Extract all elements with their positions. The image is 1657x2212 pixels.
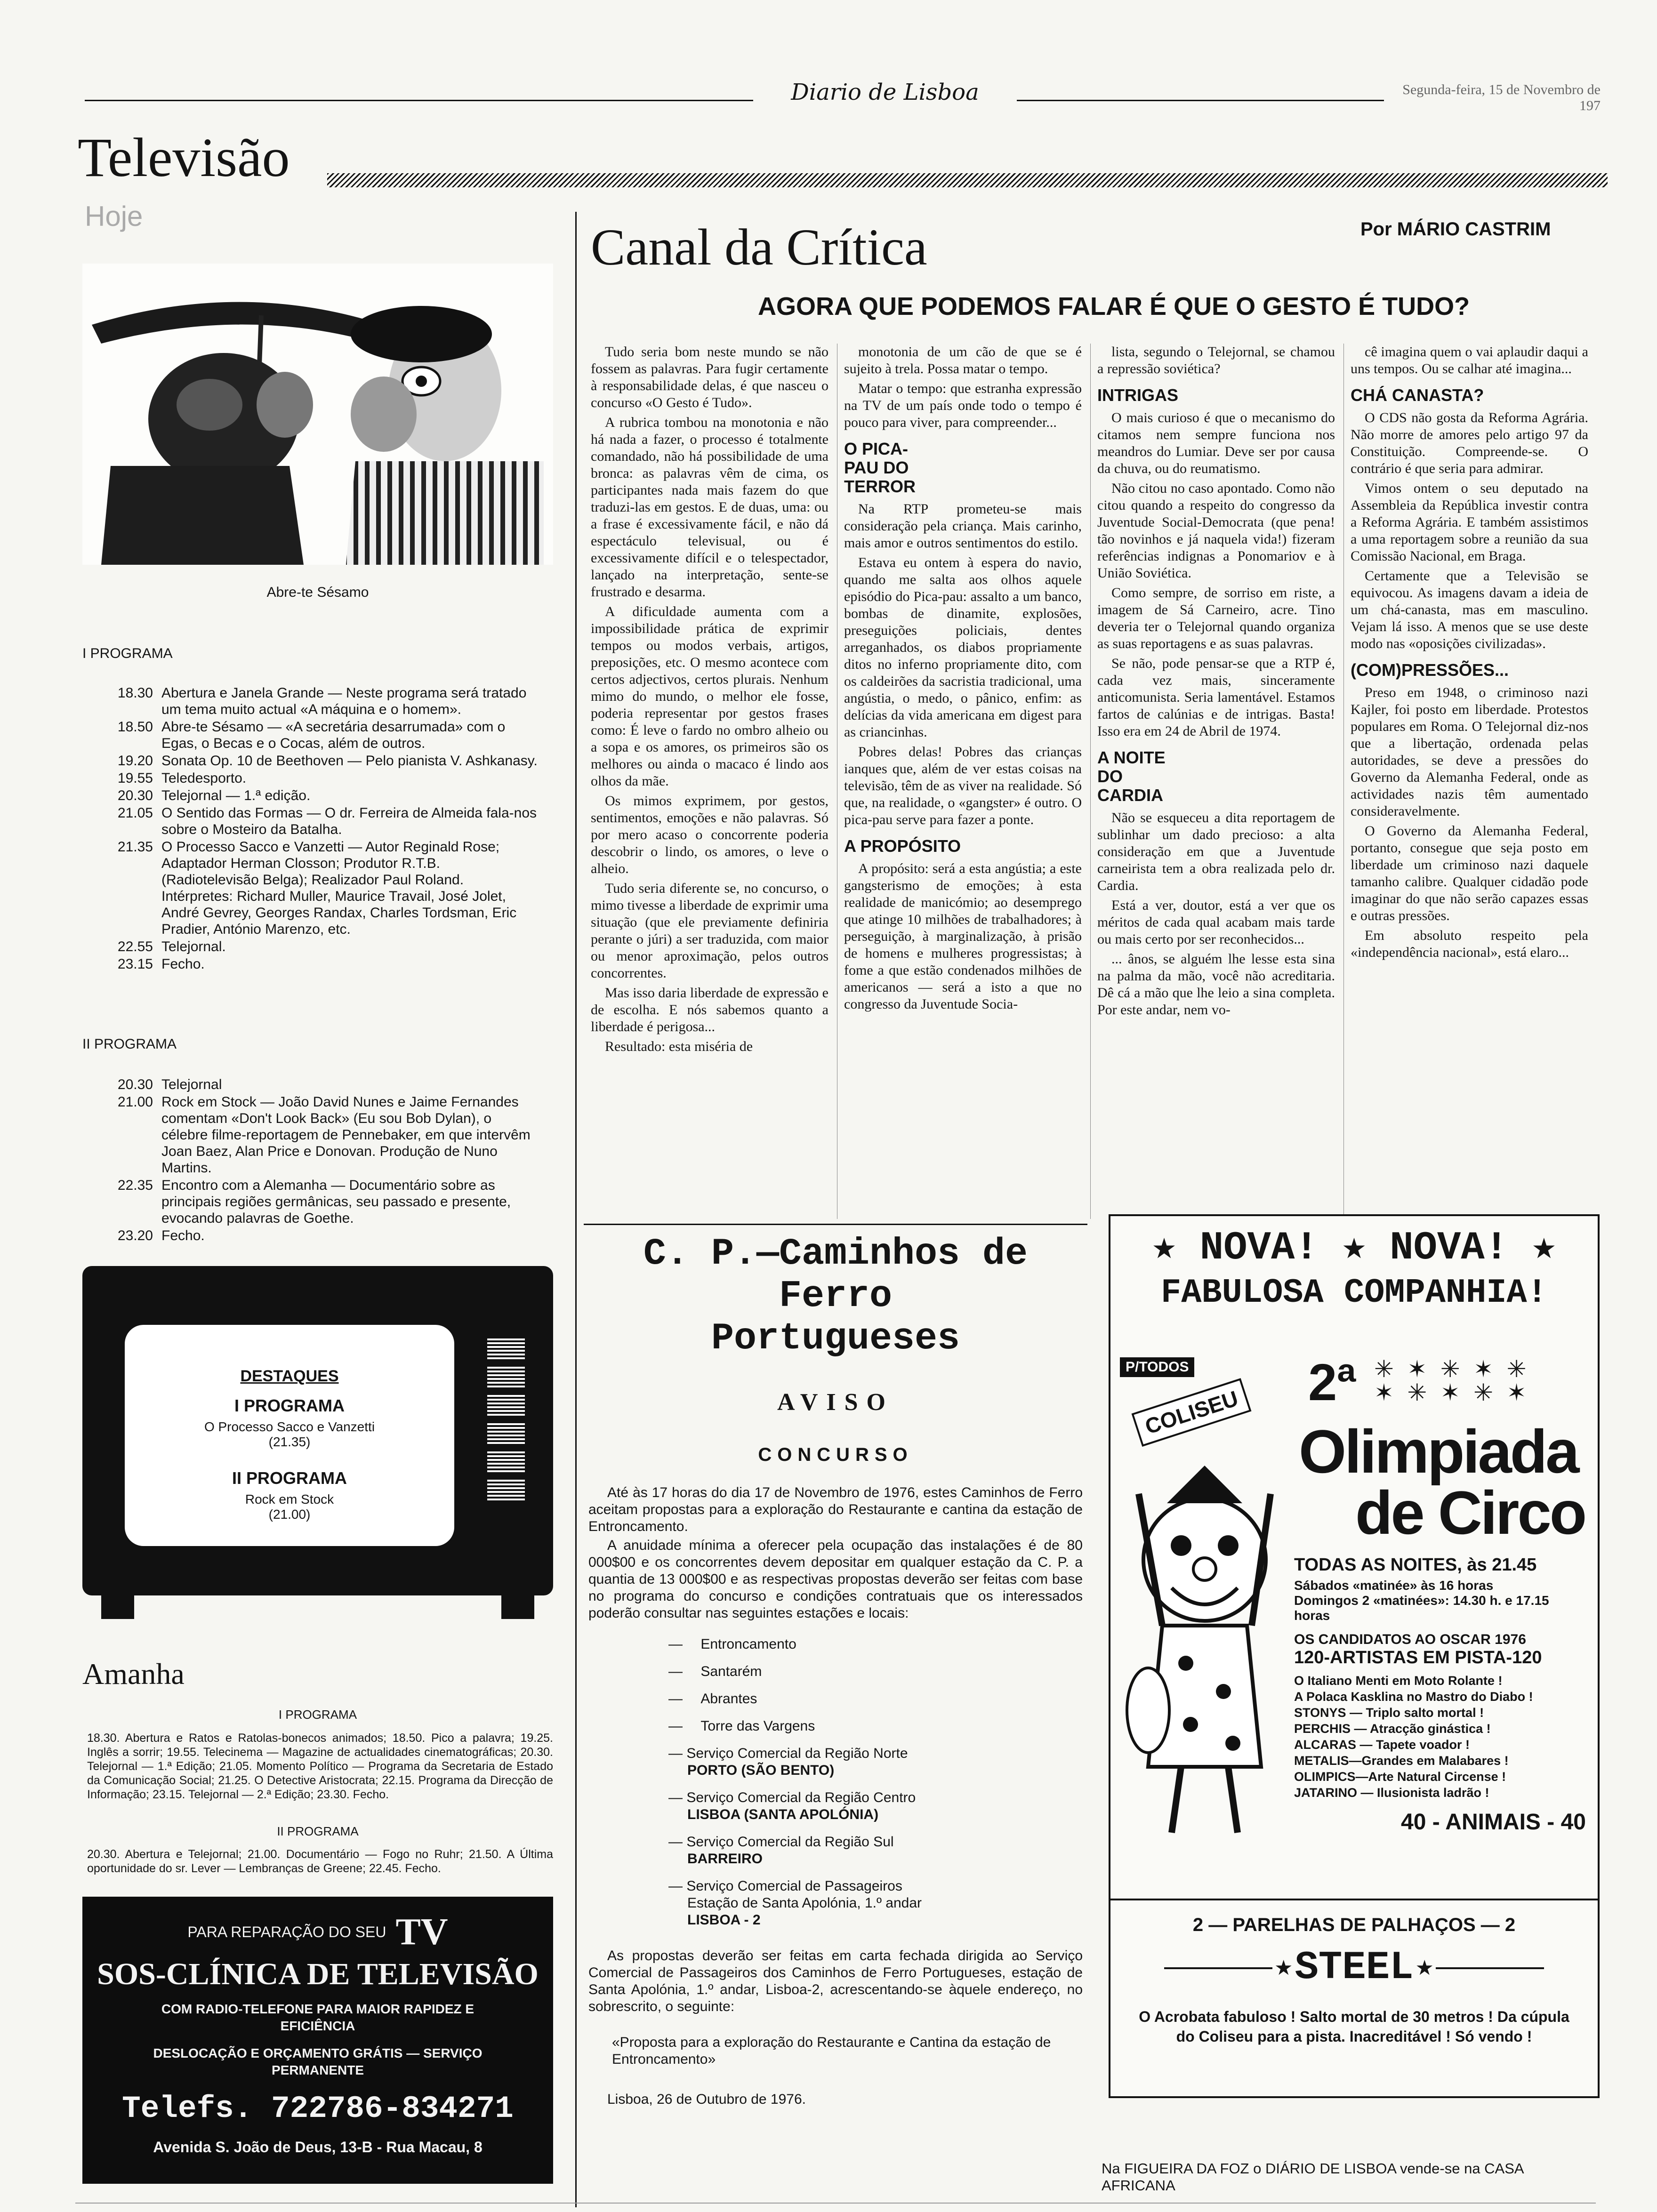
description: Fecho. [161, 1228, 205, 1243]
paragraph: Pobres delas! Pobres das crianças ianques que, além de ver estas coisas na televisão, têm de as viver na realidade. Só que, na realidade, o «gangster» é outro. O pica-pau serve para fazer a ponte. [844, 744, 1082, 827]
sos-phones: Telefs. 722786-834271 [122, 2091, 514, 2126]
cp-stations [668, 1636, 1083, 1735]
circo-animais: 40 - ANIMAIS - 40 [1401, 1810, 1586, 1835]
prog2-row [87, 1094, 539, 1176]
critica-col2-heading-1: O PICA-PAU DO TERROR [844, 439, 916, 496]
cp-station-name: Entroncamento [700, 1636, 796, 1652]
time: 22.55 [117, 939, 153, 954]
star-icon: ★ [1152, 1226, 1176, 1271]
time: 20.30 [117, 788, 153, 803]
paragraph: Se não, pode pensar-se que a RTP é, cada vez mais, sinceramente anticomunista. Seria lamentável. Estamos fartos de calúnias e de intrigas. Basta! Isso era em 24 de Abril de 1974. [1097, 656, 1335, 739]
cp-service [668, 1878, 1083, 1929]
cp-date: Lisboa, 26 de Outubro de 1976. [607, 2092, 806, 2107]
amanha-p2-title: II PROGRAMA [277, 1824, 359, 1838]
paragraph: Não citou no caso apontado. Como não citou quando a respeito do congresso da Juventude Social-Democrata (que pena! tão novinhos e já naquela vida!) fizeram referências indignas a Ponomariov e à União Soviética. [1097, 481, 1335, 581]
critica-title: Canal da Crítica [591, 218, 927, 276]
cp-p1: Até às 17 horas do dia 17 de Novembro de 1976, estes Caminhos de Ferro aceitam propostas para a exploração do Restaurante e cantina da estação de Entroncamento. [588, 1485, 1083, 1534]
sos-ad [82, 1897, 553, 2184]
circo-act: OLIMPICS—Arte Natural Circense ! [1294, 1770, 1506, 1784]
cp-service-location: LISBOA (SANTA APOLÓNIA) [687, 1807, 879, 1822]
destaques-p2-title: II PROGRAMA [232, 1468, 347, 1488]
paragraph: O CDS não gosta da Reforma Agrária. Não morre de amores pelo artigo 97 da Constituição. Compreende-se. O contrário é que seria para admirar. [1351, 410, 1588, 476]
prog1-list [87, 685, 539, 973]
stars-decoration: ✳ ✶ ✳ ✶ ✳ ✶ ✳ ✶ ✳ ✶ [1374, 1356, 1530, 1406]
circo-schedule [1294, 1555, 1586, 1835]
cp-p2: A anuidade mínima a oferecer pela ocupação das instalações é de 80 000$00 e os concorrentes devem depositar em qualquer estação da C. P. a quantia de 13 000$00 e as respectivas propostas deverão ser feitas com base no programa do concurso e condições contratuais que os interessados poderão consultar nas seguintes estações e locais: [588, 1538, 1083, 1621]
paragraph: Preso em 1948, o criminoso nazi Kajler, foi posto em liberdade. Protestos populares em Roma. O Telejornal diz-nos que a libertação, ordenada pelas autoridades, se deve a pressões do Governo da Alemanha Federal, onde as actividades nazis têm aumentado consideravelmente. [1351, 685, 1588, 819]
critica-bottom-rule [584, 1224, 1087, 1225]
cp-service-location: LISBOA - 2 [687, 1912, 761, 1928]
circo-steel: STEEL [1295, 1946, 1414, 1990]
circo-ptodos: P/TODOS [1120, 1357, 1194, 1377]
paragraph: Em absoluto respeito pela «independência nacional», está elaro... [1351, 928, 1588, 960]
cp-services [668, 1745, 1083, 1929]
circo-coliseu-sign: COLISEU [1132, 1378, 1252, 1447]
prog2-list [87, 1076, 539, 1245]
critica-byline: Por MÁRIO CASTRIM [1360, 219, 1551, 240]
cp-station: — Entroncamento [668, 1636, 796, 1652]
masthead [85, 75, 1601, 113]
time: 18.50 [117, 719, 153, 735]
paragraph: Estava eu ontem à espera do navio, quando me salta aos olhos aquele episódio do Pica-pau: assalto a um banco, bombas de dinamite, explosões, preseguições policiais, dentes arreganhados, os diabos propriamente ditos no inferno propriamente dito, com os caldeirões da sacristia tradicional, uma angústia, o medo, o pânico, enfim: as delícias da vida americana em digest para as criancinhas. [844, 555, 1082, 740]
time: 19.55 [117, 770, 153, 786]
description: Teledesporto. [161, 770, 247, 786]
amanha-p2: 20.30. Abertura e Telejornal; 21.00. Documentário — Fogo no Ruhr; 21.50. A Última oportunidade do sr. Lever — Lembranças de Greene; 22.45. Fecho. [87, 1848, 553, 1875]
critica-col-rule-2 [1090, 344, 1091, 1219]
amanha-p1: 18.30. Abertura e Ratos e Ratolas-bonecos animados; 18.50. Pico a palavra; 19.25. Inglês a sorrir; 19.55. Telecinema — Magazine de actualidades cinematográficas; 20.30. Telejornal — 1.ª Edição; 21.05. Momento Político — Programa da Secretaria de Estado da Comunicação Social; 21.25. O Detective Aristocrata; 22.15. Programa da Direcção de Informação; 23.15. Telejornal — 2.ª Edição; 23.30. Fecho. [87, 1731, 553, 1801]
left-column-rule [575, 212, 577, 2207]
paragraph: cê imagina quem o vai aplaudir daqui a uns tempos. Ou se calhar até imagina... [1351, 344, 1588, 377]
prog1-row [87, 753, 539, 769]
prog2-title: II PROGRAMA [82, 1036, 177, 1052]
critica-col4 [1351, 344, 1588, 964]
description: Telejornal. [161, 939, 226, 954]
cp-p3: As propostas deverão ser feitas em carta fechada dirigida ao Serviço Comercial de Passageiros dos Caminhos de Ferro Portugueses, estação de Santa Apolónia, 1.º andar, Lisboa-2, acrescentando-se àquele endereço, no sobrescrito, o seguinte: [588, 1948, 1083, 2014]
cp-station-name: Santarém [700, 1664, 762, 1679]
prog1-row [87, 787, 539, 804]
paragraph: Na RTP prometeu-se mais consideração pela criança. Mais carinho, mais amor e outros sentimentos do estilo. [844, 501, 1082, 551]
description: Rock em Stock — João David Nunes e Jaime Fernandes comentam «Don't Look Back» (Eu sou Bob Dylan), o célebre filme-reportagem de Pennebaker, em que intervêm Joan Baez, Alan Price e Donovan. Produção de Nuno Martins. [161, 1094, 531, 1176]
cp-station: — Torre das Vargens [668, 1718, 815, 1734]
description: O Sentido das Formas — O dr. Ferreira de Almeida fala-nos sobre o Mosteiro da Batalha. [161, 805, 537, 837]
circo-de-circo: de Circo [1355, 1478, 1585, 1547]
cp-service-address: Estação de Santa Apolónia, 1.º andar [687, 1895, 922, 1911]
circo-act: METALIS—Grandes em Malabares ! [1294, 1754, 1509, 1768]
critica-col3-heading-2: A NOITE DO CARDIA [1097, 748, 1166, 805]
tv-controls [487, 1337, 525, 1544]
paragraph: Certamente que a Televisão se equivocou. As imagens davam a ideia de um chá-canasta, mas em masculino. Vejam lá isso. A menos que se use deste modo nas «oposições civilizadas». [1351, 568, 1588, 651]
title-hatch-band [327, 173, 1608, 187]
cp-service-name: — Serviço Comercial da Região Norte [668, 1746, 908, 1761]
prog1-row [87, 956, 539, 972]
circo-ad [1109, 1214, 1600, 2098]
prog1-row [87, 805, 539, 838]
cp-aviso: AVISO [777, 1389, 894, 1416]
cp-ad [588, 1233, 1083, 2108]
critica-col2 [844, 344, 1082, 1016]
circo-nova-1: NOVA! [1199, 1226, 1319, 1271]
critica-col1 [591, 344, 828, 1058]
description: Fecho. [161, 956, 205, 972]
circo-steel-line [1110, 1946, 1598, 1990]
time: 18.30 [117, 685, 153, 701]
paragraph: Está a ver, doutor, está a ver que os méritos de cada qual acabam mais tarde ou mais certo por ser reconhecidos... [1097, 898, 1335, 947]
paragraph: Os mimos exprimem, por gestos, sentimentos, emoções e não palavras. Só por mero acaso o concorrente poderia descobrir o lindo, os amores, o leve o alheio. [591, 793, 828, 876]
description: Telejornal — 1.ª edição. [161, 788, 311, 803]
time: 21.05 [117, 805, 153, 821]
paragraph: A propósito: será a esta angústia; a este gangsterismo de emoções; à esta realidade de manicómio; ao desemprego que atinge 10 milhões de trabalhadores; à perseguição, à marginalização, à prisão de homens e mulheres progressistas; à fome a que estão condenados milhões de americanos — será a isto a que no congresso da Juventude Socia- [844, 861, 1082, 1012]
description: Sonata Op. 10 de Beethoven — Pelo pianista V. Ashkanasy. [161, 753, 538, 769]
cp-service-name: — Serviço Comercial de Passageiros [668, 1878, 902, 1894]
description: Telejornal [161, 1077, 222, 1092]
star-icon: ★ [1415, 1956, 1434, 1980]
destaques-p2-show: Rock em Stock [245, 1492, 334, 1507]
circo-acrobata: O Acrobata fabuloso ! Salto mortal de 30 metros ! Da cúpula do Coliseu para a pista. Inacreditável ! Só vendo ! [1139, 2008, 1569, 2045]
figueira-notice: Na FIGUEIRA DA FOZ o DIÁRIO DE LISBOA vende-se na CASA AFRICANA [1102, 2160, 1523, 2194]
destaques-box [125, 1367, 454, 1522]
section-subtitle: Hoje [85, 200, 143, 232]
circo-oscar: OS CANDIDATOS AO OSCAR 1976 [1294, 1632, 1526, 1647]
circo-noites: TODAS AS NOITES, às 21.45 [1294, 1555, 1537, 1575]
star-icon: ★ [1532, 1226, 1556, 1271]
cp-service-name: — Serviço Comercial da Região Centro [668, 1790, 916, 1805]
paragraph: monotonia de um cão de que se é sujeito à trela. Possa matar o tempo. [844, 344, 1082, 377]
time: 21.35 [117, 839, 153, 855]
circo-act: O Italiano Menti em Moto Rolante ! [1294, 1674, 1503, 1688]
prog1-row [87, 839, 539, 938]
circo-olimpiada: Olimpiada [1299, 1417, 1578, 1486]
critica-col4-heading-1: CHÁ CANASTA? [1351, 385, 1484, 405]
cp-service [668, 1834, 1083, 1867]
clown-illustration [1120, 1357, 1289, 1851]
circo-sabados: Sábados «matinée» às 16 horas [1294, 1578, 1494, 1593]
section-title: Televisão [78, 127, 290, 188]
circo-nova-line [1110, 1222, 1598, 1271]
cp-station-name: Abrantes [700, 1691, 757, 1707]
circo-act: ALCARAS — Tapete voador ! [1294, 1738, 1470, 1752]
circo-act: JATARINO — Ilusionista ladrão ! [1294, 1786, 1489, 1800]
muppets-photo [82, 264, 553, 565]
destaques-title: DESTAQUES [240, 1367, 339, 1385]
time: 23.20 [117, 1228, 153, 1243]
paragraph: Como sempre, de sorriso em riste, a imagem de Sá Carneiro, acre. Tino deveria ter o Telejornal quando organiza as suas reportagens e as suas palavras. [1097, 585, 1335, 651]
circo-act: PERCHIS — Atracção ginástica ! [1294, 1722, 1491, 1736]
time: 20.30 [117, 1077, 153, 1092]
star-icon: ★ [1274, 1956, 1293, 1980]
description: O Processo Sacco e Vanzetti — Autor Reginald Rose; Adaptador Herman Closson; Produtor R.T.B. (Radiotelevisão Belga); Realizador Paul Roland. Intérpretes: Richard Muller, Maurice Travail, José Jolet, André Gevrey, Georges Randax, Charles Tordsman, Eric Pradier, António Marenzo, etc. [161, 839, 517, 937]
time: 22.35 [117, 1178, 153, 1193]
destaques-p2-time: (21.00) [268, 1507, 311, 1522]
cp-station: — Abrantes [668, 1691, 757, 1707]
circo-companhia: FABULOSA COMPANHIA! [1161, 1274, 1547, 1312]
paragraph: Matar o tempo: que estranha expressão na TV de um país onde todo o tempo é pouco para viver, para compreender... [844, 381, 1082, 430]
critica-headline: AGORA QUE PODEMOS FALAR É QUE O GESTO É TUDO? [758, 292, 1470, 321]
cp-service [668, 1789, 1083, 1823]
cp-title-1: C. P.—Caminhos de Ferro [643, 1233, 1028, 1318]
prog1-row [87, 938, 539, 955]
sos-line2: COM RADIO-TELEFONE PARA MAIOR RAPIDEZ E EFICIÊNCIA [161, 2002, 475, 2033]
circo-nova-2: NOVA! [1390, 1226, 1509, 1271]
destaques-p1-time: (21.35) [268, 1435, 311, 1449]
critica-col2-heading-2: A PROPÓSITO [844, 836, 961, 856]
star-icon: ★ [1342, 1226, 1366, 1271]
circo-domingos: Domingos 2 «matinées»: 14.30 h. e 17.15 horas [1294, 1593, 1549, 1623]
critica-col4-heading-2: (COM)PRESSÕES... [1351, 660, 1509, 680]
circo-numero: 2ª [1308, 1354, 1356, 1411]
destaques-p1-title: I PROGRAMA [234, 1396, 345, 1415]
sos-tv: TV [395, 1911, 448, 1953]
circo-act: A Polaca Kasklina no Mastro do Diabo ! [1294, 1690, 1533, 1704]
critica-col-rule-3 [1343, 344, 1344, 1219]
sos-address: Avenida S. João de Deus, 13-B - Rua Macau, 8 [153, 2139, 483, 2156]
destaques-p1-show: O Processo Sacco e Vanzetti [204, 1419, 375, 1434]
prog1-row [87, 770, 539, 786]
paragraph: O mais curioso é que o mecanismo do citamos nem sempre funciona nos meandros do Lumiar. Deve ser por causa da chuva, ou do reumatismo. [1097, 410, 1335, 476]
time: 23.15 [117, 956, 153, 972]
amanha-p1-title: I PROGRAMA [278, 1707, 357, 1722]
sos-line1: PARA REPARAÇÃO DO SEU [187, 1923, 386, 1940]
paragraph: ... ânos, se alguém lhe lesse esta sina na palma da mão, você não acreditaria. Dê cá a mão que lhe leio a sina completa. Por este andar, nem vo- [1097, 951, 1335, 1018]
paragraph: O Governo da Alemanha Federal, portanto, consegue que seja posto em liberdade um criminoso nazi daquele tamanho calibre. Qualquer cidadão pode imaginar do que não serão capazes essas e outras pressões. [1351, 823, 1588, 923]
time: 21.00 [117, 1094, 153, 1110]
paragraph: Tudo seria bom neste mundo se não fossem as palavras. Para fugir certamente à responsabilidade delas, é que nasceu o concurso «O Gesto é Tudo». [591, 344, 828, 410]
cp-service-location: PORTO (SÃO BENTO) [687, 1763, 835, 1778]
paragraph: Não se esqueceu a dita reportagem de sublinhar um dado precioso: a alta consideração em que a Juventude carneirista tem a obra realizada pelo dr. Cardia. [1097, 810, 1335, 893]
paragraph: Mas isso daria liberdade de expressão e de escolha. E nós sabemos quanto a liberdade é perigosa... [591, 985, 828, 1034]
sos-title: SOS-CLÍNICA DE TELEVISÃO [97, 1957, 539, 1991]
paragraph: A rubrica tombou na monotonia e não há nada a fazer, o processo é totalmente comandado, não há possibilidade de uma bronca: as palavras vêm de cima, os participantes nada mais fazem do que traduzi-las em gestos. E de duas, uma: ou a frase é excessivamente fácil, e não dá espectáculo televisual, ou é excessivamente difícil e o telespectador, lançado na interpretação, sente-se frustrado e desarma. [591, 415, 828, 600]
description: Encontro com a Alemanha — Documentário sobre as principais regiões germânicas, seu passado e presente, evocando palavras de Goethe. [161, 1178, 511, 1226]
masthead-date: Segunda-feira, 15 de Novembro de 197 [1402, 82, 1601, 113]
paragraph: Vimos ontem o seu deputado na Assembleia da República investir contra a Reforma Agrária. E também assistimos a uma reportagem sobre a reunião da sua Comissão Nacional, em Braga. [1351, 481, 1588, 564]
sos-line3: DESLOCAÇÃO E ORÇAMENTO GRÁTIS — SERVIÇO PERMANENTE [153, 2046, 483, 2077]
cp-station-name: Torre das Vargens [700, 1718, 815, 1734]
time: 19.20 [117, 753, 153, 769]
cp-concurso: CONCURSO [758, 1444, 913, 1465]
muppets-illustration [82, 264, 553, 565]
page-bottom-rule [75, 2203, 1596, 2204]
tv-set-graphic [82, 1266, 553, 1633]
prog2-row [87, 1076, 539, 1093]
critica-col3 [1097, 344, 1335, 1021]
cp-station: — Santarém [668, 1664, 762, 1679]
cp-service-name: — Serviço Comercial da Região Sul [668, 1834, 894, 1850]
description: Abre-te Sésamo — «A secretária desarrumada» com o Egas, o Becas e o Cocas, além de outros. [161, 719, 506, 751]
circo-act: STONYS — Triplo salto mortal ! [1294, 1706, 1484, 1720]
circo-artistas: 120-ARTISTAS EM PISTA-120 [1294, 1648, 1542, 1667]
prog2-row [87, 1227, 539, 1244]
circo-palhacos: 2 — PARELHAS DE PALHAÇOS — 2 [1110, 1899, 1598, 1936]
amanha-title: Amanha [82, 1657, 185, 1691]
paragraph: lista, segundo o Telejornal, se chamou a repressão soviética? [1097, 344, 1335, 377]
paragraph: Tudo seria diferente se, no concurso, o mimo tivesse a liberdade de exprimir uma situação (que ele previamente definiria perante o júri) a ser traduzida, com maior ou menor aproximação, pelos outros concorrentes. [591, 881, 828, 981]
tv-leg-left [101, 1595, 134, 1619]
paragraph: Resultado: esta miséria de [605, 1039, 753, 1054]
clown-drawing [1120, 1447, 1289, 1847]
circo-acts [1294, 1673, 1586, 1801]
photo-caption: Abre-te Sésamo [266, 585, 369, 600]
prog2-row [87, 1177, 539, 1226]
cp-title-2: Portugueses [711, 1317, 960, 1360]
cp-service [668, 1745, 1083, 1779]
tv-leg-right [501, 1595, 534, 1619]
cp-service-location: BARREIRO [687, 1851, 763, 1867]
prog1-row [87, 719, 539, 752]
masthead-paper-name: Diario de Lisboa [791, 79, 979, 105]
description: Abertura e Janela Grande — Neste programa será tratado um tema muito actual «A máquina e o homem». [161, 685, 527, 717]
paragraph: A dificuldade aumenta com a impossibilidade prática de exprimir tempos ou modos verbais, artigos, preposições, etc. O mesmo acontece com certos adjectivos, certos plurais. Nenhum mimo do mundo, o melhor ele fosse, poderia representar por gestos frases como: É leve o fardo no ombro alheio ou a sopa e os amores, os primeiros são os melhores ou ainda o macaco é lindo aos olhos da mãe. [591, 604, 828, 789]
critica-col3-heading-1: INTRIGAS [1097, 385, 1179, 405]
cp-quote: «Proposta para a exploração do Restaurante e Cantina da estação de Entroncamento» [612, 2035, 1051, 2067]
prog1-title: I PROGRAMA [82, 646, 173, 661]
prog1-row [87, 685, 539, 718]
